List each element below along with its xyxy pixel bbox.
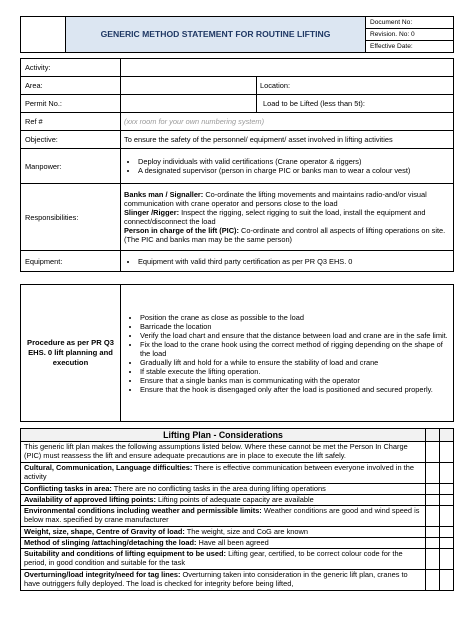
- document-title: GENERIC METHOD STATEMENT FOR ROUTINE LIFTING: [66, 17, 366, 53]
- consideration-title: Suitability and conditions of lifting equipment to be used:: [24, 549, 227, 559]
- check-box-no[interactable]: [440, 570, 454, 591]
- check-box-yes[interactable]: [426, 442, 440, 463]
- consideration-text: Lifting points of adequate capacity are available: [155, 494, 314, 504]
- resp-pic-title: Person in charge of the lift (PIC):: [124, 226, 239, 235]
- check-box-yes[interactable]: [426, 429, 440, 442]
- consideration-title: Conflicting tasks in area:: [24, 483, 112, 493]
- lifting-plan-title: Lifting Plan - Considerations: [21, 429, 426, 442]
- responsibilities-label: Responsibilities:: [21, 184, 121, 251]
- area-field[interactable]: [121, 77, 257, 95]
- consideration-text: Lifting gear, certified, to be correct colour code for the period, in good condition and suitable for the task: [24, 549, 403, 567]
- check-box-no[interactable]: [440, 527, 454, 538]
- check-box-no[interactable]: [440, 538, 454, 549]
- activity-label: Activity:: [21, 59, 121, 77]
- consideration-title: Availability of approved lifting points:: [24, 494, 156, 504]
- document-header: [20, 16, 454, 53]
- load-label: Load to be Lifted (less than 5t):: [257, 95, 454, 113]
- check-box-no[interactable]: [440, 506, 454, 527]
- check-box-yes[interactable]: [426, 549, 440, 570]
- procedure-step: • Ensure that the hook is disengaged only after the load is positioned and secured properly.: [140, 385, 450, 394]
- consideration-title: Method of slinging /attaching/detaching the load:: [24, 537, 197, 547]
- check-box-yes[interactable]: [426, 538, 440, 549]
- consideration-row: [21, 570, 426, 591]
- responsibilities-value: [121, 184, 454, 251]
- consideration-title: Environmental conditions including weather and permissible limits:: [24, 506, 262, 516]
- consideration-text: Overturning taken into consideration in the generic lift plan, cranes to have outriggers fully deployed. The load is checked for integrity before being lifted,: [24, 570, 408, 588]
- check-box-no[interactable]: [440, 429, 454, 442]
- objective-label: Objective:: [21, 131, 121, 149]
- procedure-step: • Gradually lift and hold for a while to ensure the stability of load and crane: [140, 358, 450, 367]
- resp-slinger-text: Inspect the rigging, select rigging to suit the load, install the equipment and connect/disconnect the load: [124, 208, 426, 226]
- permit-label: Permit No.:: [21, 95, 121, 113]
- check-box-no[interactable]: [440, 549, 454, 570]
- resp-banks-text: Co-ordinate the lifting movements and maintains radio-and/or visual communication with crane operator and persons close to the load: [124, 190, 427, 208]
- consideration-title: Weight, size, shape, Centre of Gravity of load:: [24, 526, 185, 536]
- consideration-row: [21, 495, 426, 506]
- check-box-no[interactable]: [440, 463, 454, 484]
- procedure-label: Procedure as per PR Q3 EHS. 0 lift planning and execution: [21, 285, 121, 422]
- activity-field[interactable]: [121, 59, 454, 77]
- consideration-text: Have all been agreed: [196, 537, 269, 547]
- resp-pic-text: Co-ordinate and control all aspects of lifting operations on site. (The PIC and banks man may be the same person): [124, 226, 446, 244]
- manpower-label: Manpower:: [21, 149, 121, 184]
- logo-area: [21, 17, 66, 53]
- check-box-yes[interactable]: [426, 484, 440, 495]
- consideration-row: [21, 484, 426, 495]
- check-box-no[interactable]: [440, 484, 454, 495]
- area-label: Area:: [21, 77, 121, 95]
- consideration-text: There are no conflicting tasks in the area during lifting operations: [111, 483, 326, 493]
- consideration-text: There is effective communication between everyone involved in the activity: [24, 463, 414, 481]
- ref-label: Ref #: [21, 113, 121, 131]
- location-label: Location:: [257, 77, 454, 95]
- consideration-text: The weight, size and CoG are known: [184, 526, 308, 536]
- lifting-plan-table: [20, 428, 454, 591]
- objective-value: To ensure the safety of the personnel/ equipment/ asset involved in lifting activities: [121, 131, 454, 149]
- check-box-yes[interactable]: [426, 570, 440, 591]
- equipment-item: • Equipment with valid third party certification as per PR Q3 EHS. 0: [138, 257, 450, 266]
- check-box-yes[interactable]: [426, 527, 440, 538]
- consideration-row: [21, 506, 426, 527]
- consideration-row: [21, 538, 426, 549]
- effective-date: Effective Date:: [366, 41, 454, 53]
- lifting-plan-intro: This generic lift plan makes the following assumptions listed below. Where these cannot be met the Person In Charge (PIC) must reassess the lift and ensure adequate precautions are in place to execute the lift safely.: [21, 442, 426, 463]
- procedure-step: • If stable execute the lifting operation.: [140, 367, 450, 376]
- consideration-title: Cultural, Communication, Language difficulties:: [24, 463, 193, 473]
- procedure-step: • Verify the load chart and ensure that the distance between load and crane are in the safe limit.: [140, 331, 450, 340]
- procedure-steps: [121, 285, 454, 422]
- procedure-step: • Fix the load to the crane hook using the correct method of rigging depending on the shape of the load: [140, 340, 450, 358]
- consideration-row: [21, 527, 426, 538]
- procedure-table: [20, 284, 454, 422]
- check-box-yes[interactable]: [426, 495, 440, 506]
- document-no: Document No:: [366, 17, 454, 29]
- equipment-label: Equipment:: [21, 251, 121, 272]
- consideration-title: Overturning/load integrity/need for tag lines:: [24, 570, 181, 580]
- ref-placeholder: (xxx room for your own numbering system): [121, 113, 454, 131]
- permit-field[interactable]: [121, 95, 257, 113]
- manpower-item: • A designated supervisor (person in charge PIC or banks man to wear a colour vest): [138, 166, 450, 175]
- procedure-step: • Barricade the location: [140, 322, 450, 331]
- manpower-item: • Deploy individuals with valid certifications (Crane operator & riggers): [138, 157, 450, 166]
- check-box-yes[interactable]: [426, 463, 440, 484]
- consideration-row: [21, 549, 426, 570]
- resp-banks-title: Banks man / Signaller:: [124, 190, 204, 199]
- consideration-text: Weather conditions are good and wind speed is below max. specified by crane manufacturer: [24, 506, 420, 524]
- procedure-step: • Position the crane as close as possible to the load: [140, 313, 450, 322]
- check-box-no[interactable]: [440, 442, 454, 463]
- manpower-value: [121, 149, 454, 184]
- check-box-no[interactable]: [440, 495, 454, 506]
- equipment-value: [121, 251, 454, 272]
- revision-no: Revision. No: 0: [366, 29, 454, 41]
- general-info-table: [20, 58, 454, 272]
- procedure-step: • Ensure that a single banks man is communicating with the operator: [140, 376, 450, 385]
- check-box-yes[interactable]: [426, 506, 440, 527]
- resp-slinger-title: Slinger /Rigger:: [124, 208, 180, 217]
- consideration-row: [21, 463, 426, 484]
